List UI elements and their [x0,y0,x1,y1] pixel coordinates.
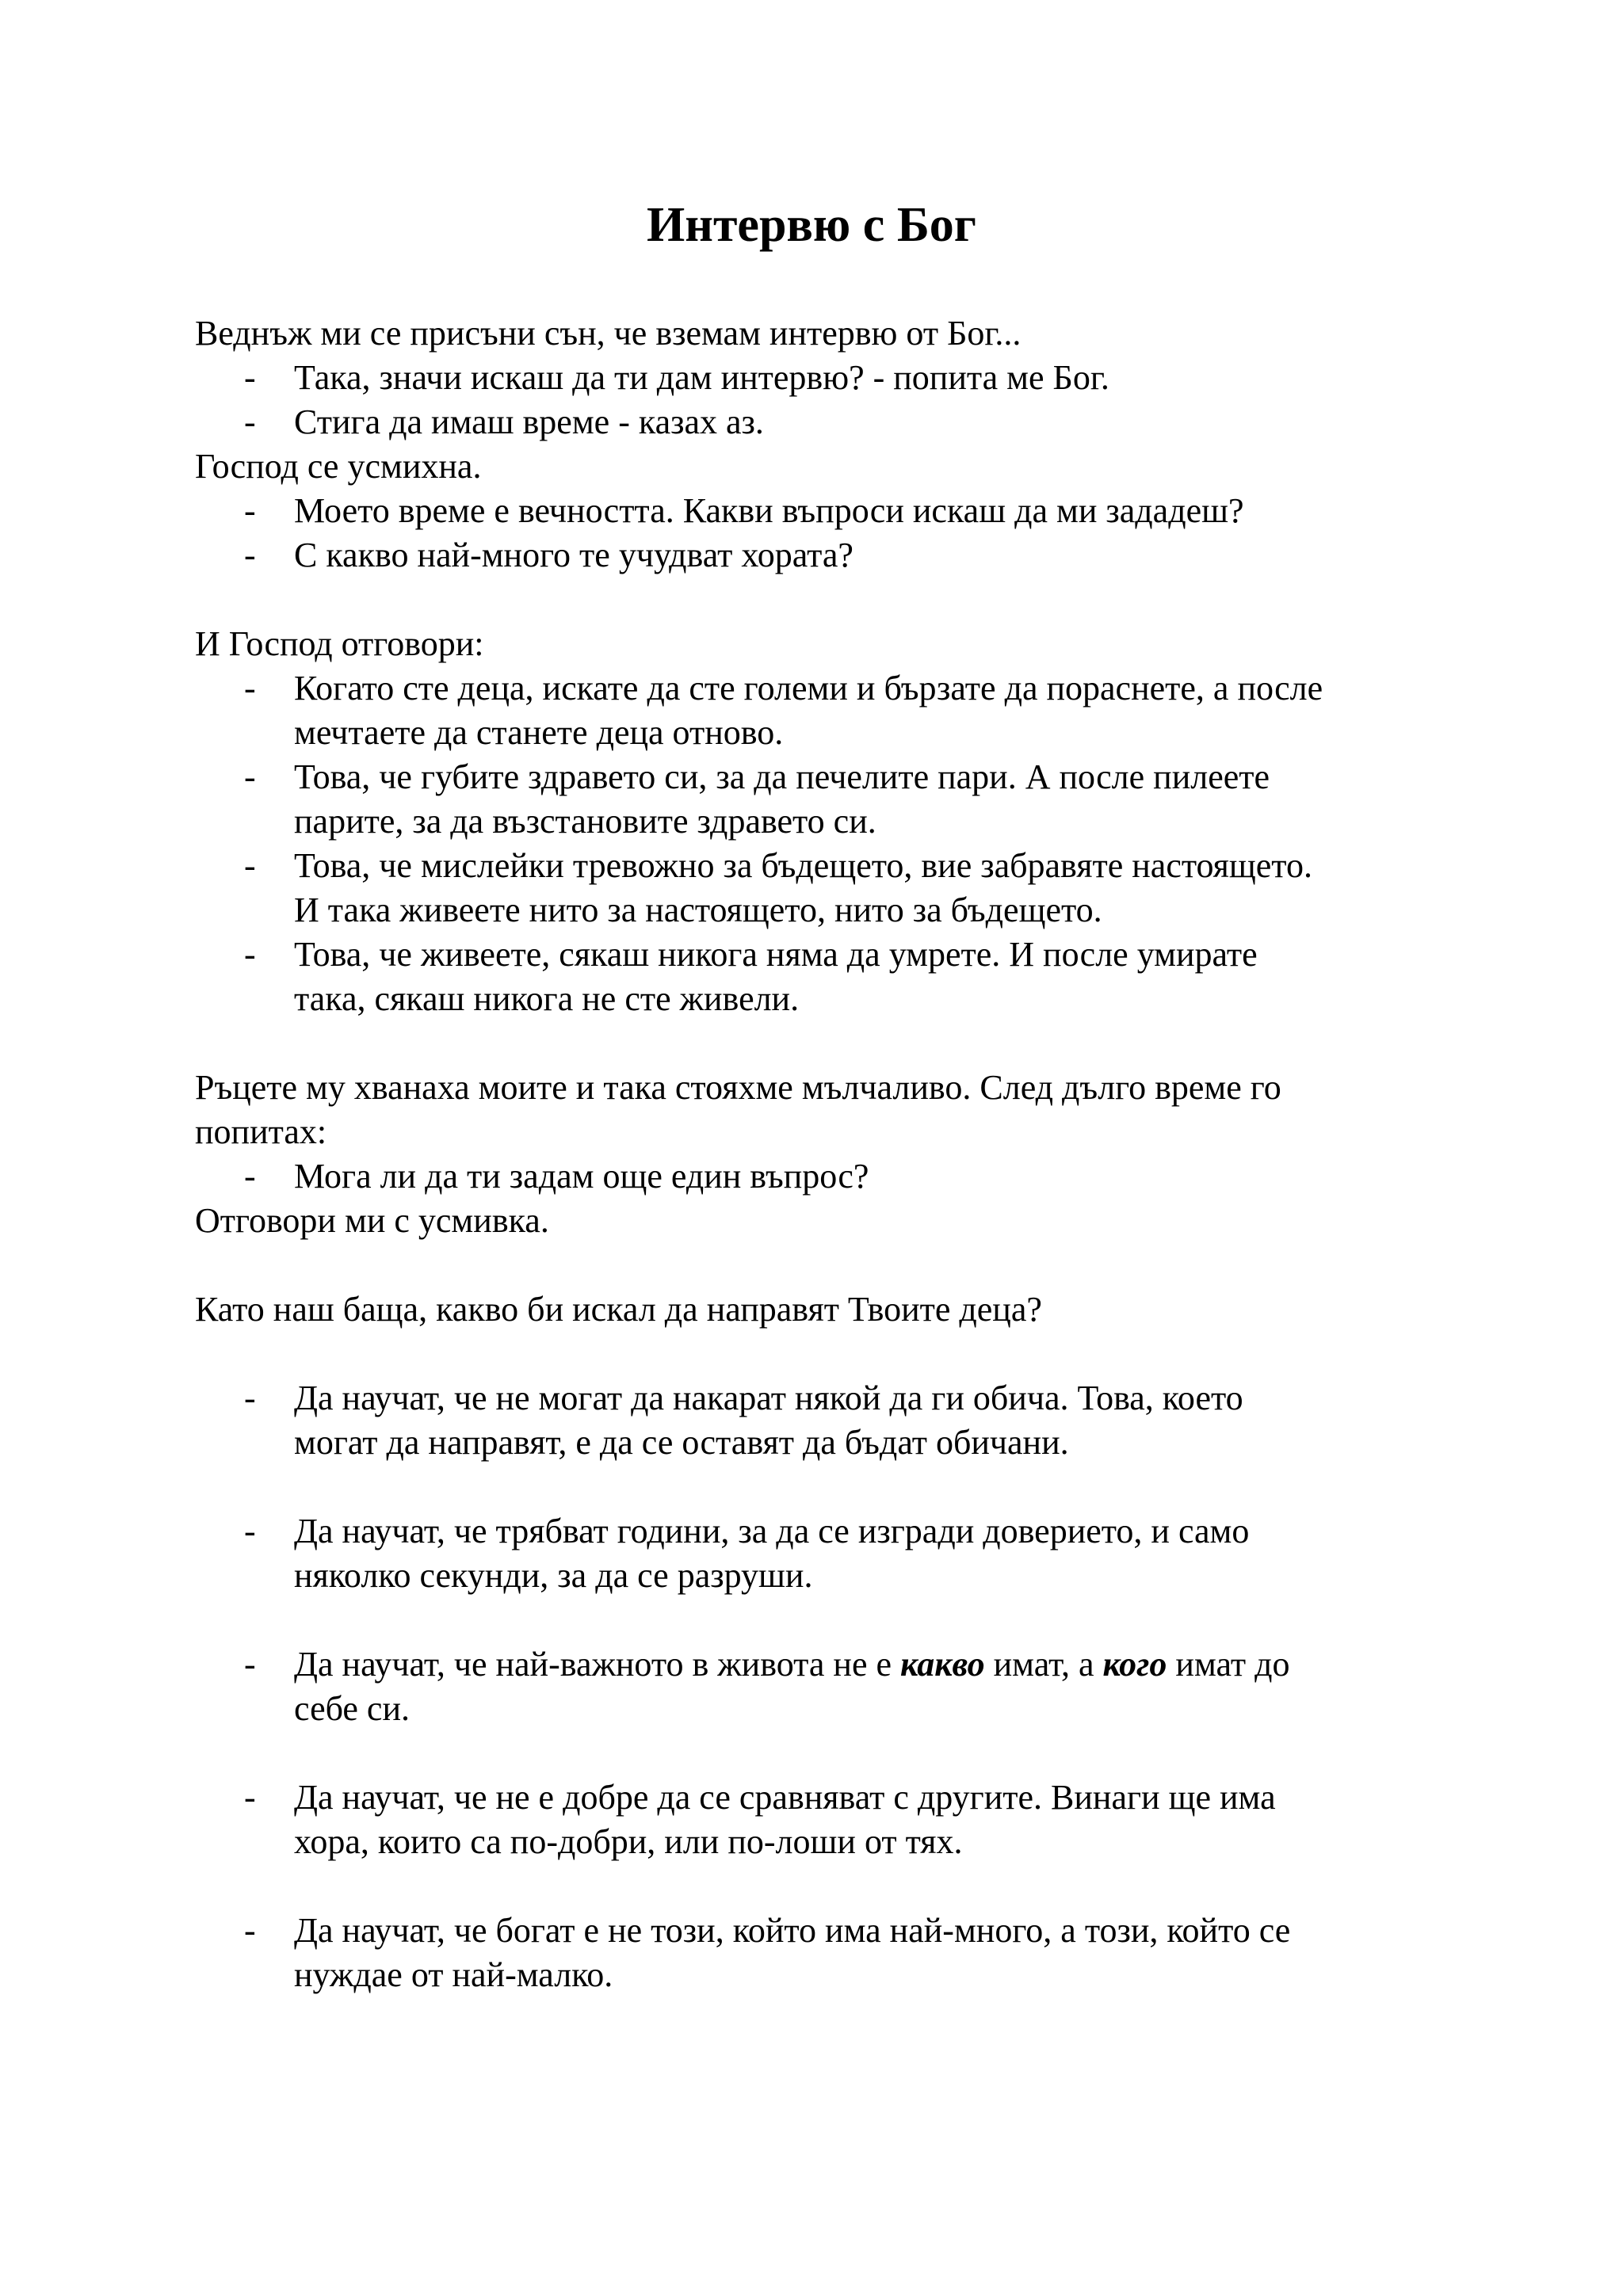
emphasis-what: какво [900,1645,985,1684]
list-dash: - [244,1645,256,1684]
list-item-text-line: Когато сте деца, искате да сте големи и бързате да пораснете, а после [294,669,1323,707]
list-item-text-line: хора, които са по-добри, или по-лоши от тях. [294,1822,963,1861]
list-item-text-line: нуждае от най-малко. [294,1955,613,1994]
document-title: Интервю с Бог [647,198,976,252]
paragraph-line: Ръцете му хванаха моите и така стояхме мълчаливо. След дълго време го [195,1068,1281,1107]
list-dash: - [244,1512,256,1550]
list-dash: - [244,935,256,974]
list-dash: - [244,1911,256,1950]
list-dash: - [244,536,256,574]
list-item-text-line: така, сякаш никога не сте живели. [294,979,800,1018]
text-run: имат, а [984,1645,1103,1684]
list-item-text-line: Това, че мислейки тревожно за бъдещето, вие забравяте настоящето. [294,846,1312,885]
list-item-text-line: Да научат, че трябват години, за да се изгради доверието, и само [294,1512,1250,1550]
list-item-text-line: парите, за да възстановите здравето си. [294,802,876,841]
paragraph-dream: Веднъж ми се присъни сън, че вземам интервю от Бог... [195,314,1022,353]
list-dash: - [244,1778,256,1817]
text-run: имат до [1167,1645,1290,1684]
list-item-text: Стига да имаш време - казах аз. [294,402,764,441]
list-item-text-line: себе си. [294,1689,411,1728]
list-item-text: Така, значи искаш да ти дам интервю? - попита ме Бог. [294,358,1109,397]
list-dash: - [244,846,256,885]
list-item-text: Мога ли да ти задам още един въпрос? [294,1157,869,1196]
list-item-text-line [294,1642,1530,1687]
paragraph-smile-answer: Отговори ми с усмивка. [195,1201,549,1240]
list-item-text-line: Да научат, че не могат да накарат някой да ги обича. Това, което [294,1379,1243,1417]
list-dash: - [244,402,256,441]
list-item-text-line: Да научат, че не е добре да се сравняват с другите. Винаги ще има [294,1778,1276,1817]
text-run: Да научат, че най-важното в живота не е [294,1645,901,1684]
list-item-text-line: могат да направят, е да се оставят да бъдат обичани. [294,1423,1069,1462]
emphasis-whom: кого [1102,1645,1167,1684]
list-dash: - [244,491,256,530]
list-item-text-line: мечтаете да станете деца отново. [294,713,784,752]
paragraph-line: попитах: [195,1112,327,1151]
list-dash: - [244,669,256,707]
list-item-text: Моето време е вечността. Какви въпроси искаш да ми зададеш? [294,491,1244,530]
paragraph-answered: И Господ отговори: [195,624,484,663]
list-item-text-line: И така живеете нито за настоящето, нито за бъдещето. [294,891,1102,929]
list-dash: - [244,358,256,397]
list-dash: - [244,757,256,796]
list-item-text: С какво най-много те учудват хората? [294,536,854,574]
list-dash: - [244,1379,256,1417]
list-item-text-line: Да научат, че богат е не този, който има най-много, а този, който се [294,1911,1291,1950]
paragraph-hands [195,1066,1463,1154]
paragraph-smile: Господ се усмихна. [195,447,482,486]
list-item-text-line: Това, че губите здравето си, за да печелите пари. А после пилеете [294,757,1270,796]
list-item-text-line: Това, че живеете, сякаш никога няма да умрете. И после умирате [294,935,1258,974]
list-dash: - [244,1157,256,1196]
list-item-text-line: няколко секунди, за да се разруши. [294,1556,813,1595]
paragraph-question: Като наш баща, какво би искал да направят Твоите деца? [195,1290,1042,1329]
